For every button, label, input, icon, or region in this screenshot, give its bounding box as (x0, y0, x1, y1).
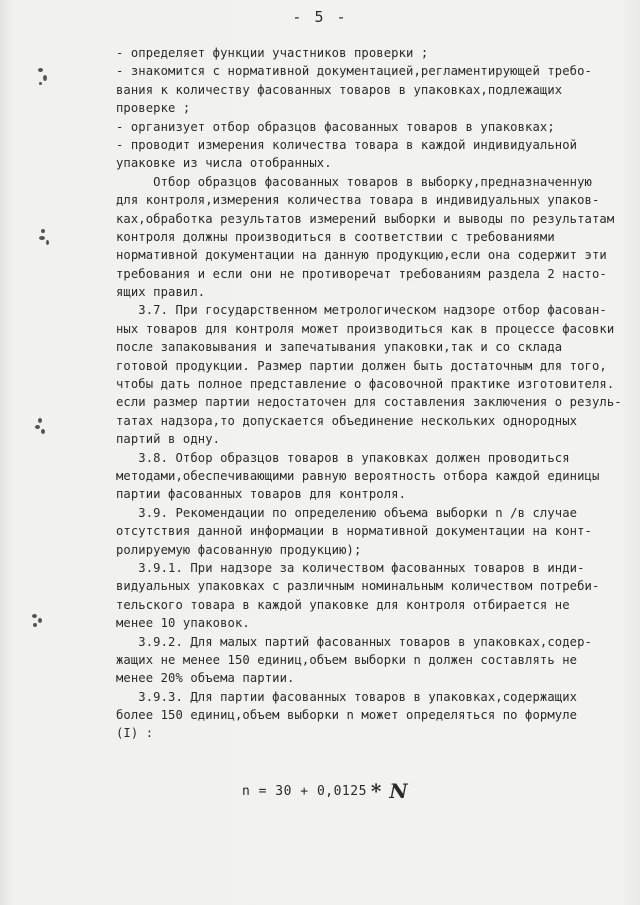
formula-text: n = 30 + 0,0125 (242, 784, 367, 799)
text-line: методами,обеспечивающими равную вероятность отбора каждой единицы (116, 468, 600, 483)
text-line: отсутствия данной информации в нормативной документации на конт- (116, 524, 592, 539)
text-line: 3.9.3. Для партии фасованных товаров в упаковках,содержащих (116, 689, 578, 704)
text-line: - проводит измерения количества товара в каждой индивидуальной (116, 137, 578, 152)
text-line: готовой продукции. Размер партии должен быть достаточным для того, (116, 358, 607, 373)
text-line: после запаковывания и запечатывания упаковки,так и со склада (116, 340, 563, 355)
text-line: менее 20% объема партии. (116, 671, 295, 686)
text-line: - определяет функции участников проверки ; (116, 46, 429, 60)
text-line: более 150 единиц,объем выборки n может определяться по формуле (116, 708, 578, 723)
text-line: жащих не менее 150 единиц,объем выборки n должен составлять не (116, 652, 578, 667)
text-line: - организует отбор образцов фасованных товаров в упаковках; (116, 119, 555, 134)
punch-mark-2 (38, 226, 52, 248)
text-line: партии фасованных товаров для контроля. (116, 487, 407, 502)
sample-size-formula (242, 779, 408, 803)
text-line: 3.7. При государственном метрологическом надзоре отбор фасован- (116, 303, 607, 318)
text-line: Отбор образцов фасованных товаров в выборку,предназначенную (116, 174, 592, 189)
text-line: партий в одну. (116, 432, 221, 447)
text-line: 3.9. Рекомендации по определению объема выборки n /в случае (116, 505, 578, 520)
text-line: контроля должны производиться в соответствии с требованиями (116, 229, 555, 244)
text-line: ролируемую фасованную продукцию); (116, 542, 362, 557)
text-line: видуальных упаковках с различным номинальным количеством потреби- (116, 579, 600, 594)
text-line: нормативной документации на данную продукцию,если она содержит эти (116, 248, 607, 263)
page-number: - 5 - (292, 8, 348, 26)
text-line: вания к количеству фасованных товаров в упаковках,подлежащих (116, 82, 563, 97)
text-line: ках,обработка результатов измерений выборки и выводы по результатам (116, 211, 615, 226)
text-line: если размер партии недостаточен для составления заключения о резуль- (116, 395, 622, 410)
text-line: требования и если они не противоречат требованиям раздела 2 насто- (116, 266, 607, 281)
text-line: упаковке из числа отобранных. (116, 156, 332, 171)
text-line: менее 10 упаковок. (116, 616, 250, 631)
text-line: ных товаров для контроля может производиться как в процессе фасовки (116, 321, 615, 336)
text-line: для контроля,измерения количества товара в индивидуальных упаков- (116, 193, 600, 208)
text-line: - знакомится с нормативной документацией,регламентирующей требо- (116, 64, 592, 79)
text-line: тельского товара в каждой упаковке для контроля отбирается не (116, 597, 570, 612)
text-line: татах надзора,то допускается объединение нескольких однородных (116, 413, 578, 428)
document-body (116, 44, 622, 743)
punch-mark-3 (34, 416, 48, 438)
text-line: 3.8. Отбор образцов товаров в упаковках должен проводиться (116, 450, 570, 465)
text-line: (I) : (116, 726, 154, 741)
text-line: чтобы дать полное представление о фасовочной практике изготовителя. (116, 377, 615, 392)
punch-mark-1 (36, 66, 50, 88)
text-line: ящих правил. (116, 285, 206, 300)
text-line: 3.9.2. Для малых партий фасованных товаров в упаковках,содер- (116, 634, 592, 649)
formula-handwritten-mark: * N (370, 779, 409, 803)
punch-mark-4 (30, 610, 44, 632)
text-line: 3.9.1. При надзоре за количеством фасованных товаров в инди- (116, 560, 585, 575)
text-line: проверке ; (116, 101, 191, 116)
